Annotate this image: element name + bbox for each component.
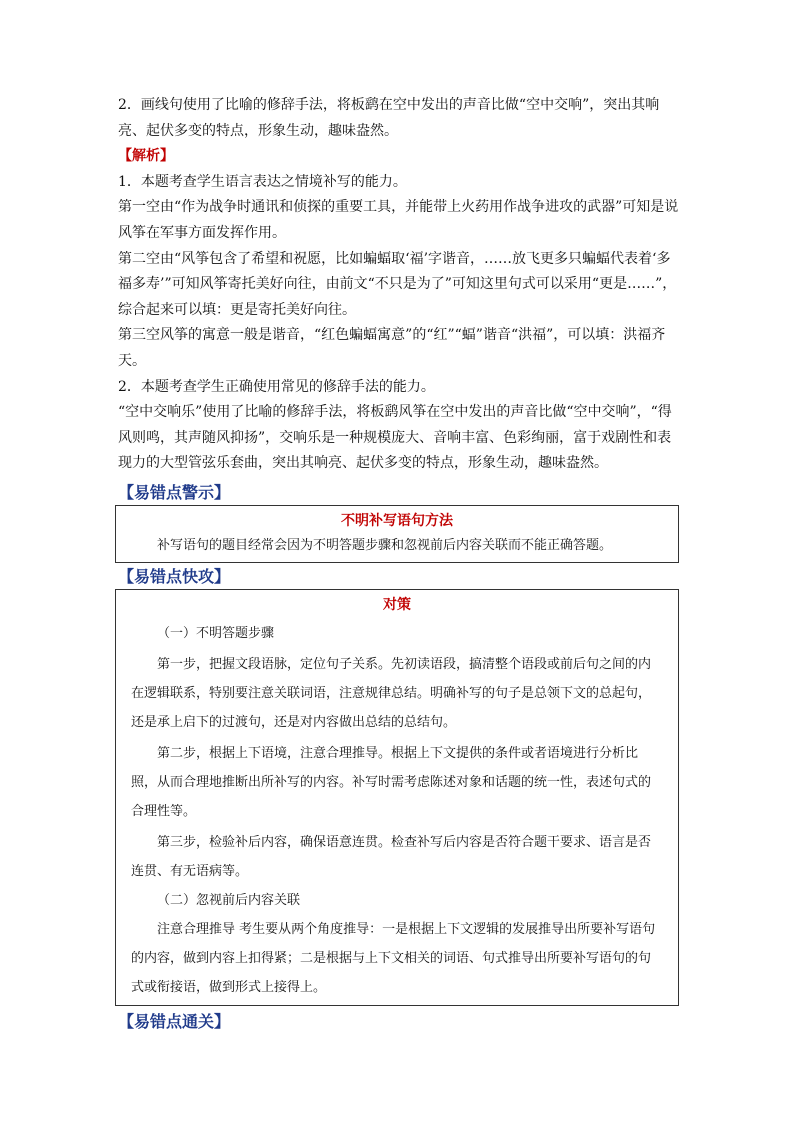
attack-subheading-1: （一）不明答题步骤 bbox=[157, 625, 275, 641]
pass-header: 【易错点通关】 bbox=[118, 1011, 231, 1031]
analysis-p5: 2．本题考查学生正确使用常见的修辞手法的能力。 bbox=[118, 378, 435, 395]
warning-header: 【易错点警示】 bbox=[118, 482, 231, 502]
warning-title: 不明补写语句方法 bbox=[341, 512, 453, 529]
analysis-p1: 1．本题考查学生语言表达之情境补写的能力。 bbox=[118, 173, 407, 190]
analysis-p3: 第二空由“风筝包含了希望和祝愿，比如蝙蝠取‘福’字谐音，……放飞更多只蝙蝠代表着‘多福多寿’”可知风筝寄托美好向往，由前文“不只是为了”可知这里句式可以采用“更是……”，综合起来可以填：更是寄托美好向往。 bbox=[118, 250, 677, 318]
attack-box bbox=[115, 589, 679, 1006]
attack-step-3: 第三步，检验补后内容，确保语意连贯。检查补写后内容是否符合题干要求、语言是否连贯、有无语病等。 bbox=[131, 834, 652, 879]
attack-step-2: 第二步，根据上下语境，注意合理推导。根据上下文提供的条件或者语境进行分析比照，从而合理地推断出所补写的内容。补写时需考虑陈述对象和话题的统一性，表述句式的合理性等。 bbox=[131, 745, 652, 819]
warning-text: 补写语句的题目经常会因为不明答题步骤和忽视前后内容关联而不能正确答题。 bbox=[157, 537, 613, 553]
answer-2: 2．画线句使用了比喻的修辞手法，将板鹞在空中发出的声音比做“空中交响”，突出其响亮、起伏多变的特点，形象生动，趣味盎然。 bbox=[118, 97, 660, 139]
analysis-p2: 第一空由“作为战争时通讯和侦探的重要工具，并能带上火药用作战争进攻的武器”可知是说风筝在军事方面发挥作用。 bbox=[118, 199, 679, 241]
warning-box bbox=[115, 505, 679, 563]
attack-header: 【易错点快攻】 bbox=[118, 566, 231, 586]
analysis-p6: “空中交响乐”使用了比喻的修辞手法，将板鹞风筝在空中发出的声音比做“空中交响”，“得风则鸣，其声随风抑扬”，交响乐是一种规模庞大、音响丰富、色彩绚丽，富于戏剧性和表现力的大型管弦乐套曲，突出其响亮、起伏多变的特点，形象生动，趣味盎然。 bbox=[118, 404, 672, 472]
analysis-p4: 第三空风筝的寓意一般是谐音，“红色蝙蝠寓意”的“红”“蝠”谐音“洪福”，可以填：洪福齐天。 bbox=[118, 327, 666, 369]
analysis-label: 【解析】 bbox=[118, 148, 174, 165]
attack-title: 对策 bbox=[383, 596, 411, 613]
attack-step-1: 第一步，把握文段语脉，定位句子关系。先初读语段，搞清整个语段或前后句之间的内在逻辑联系，特别要注意关联词语，注意规律总结。明确补写的句子是总领下文的总起句，还是承上启下的过渡句，还是对内容做出总结的总结句。 bbox=[131, 656, 652, 730]
document-page bbox=[118, 93, 684, 1034]
attack-subheading-2: （二）忽视前后内容关联 bbox=[157, 892, 301, 908]
attack-note: 注意合理推导 考生要从两个角度推导：一是根据上下文逻辑的发展推导出所要补写语句的内容，做到内容上扣得紧；二是根据与上下文相关的词语、句式推导出所要补写语句的句式或衔接语，做到形式上接得上。 bbox=[131, 921, 656, 995]
